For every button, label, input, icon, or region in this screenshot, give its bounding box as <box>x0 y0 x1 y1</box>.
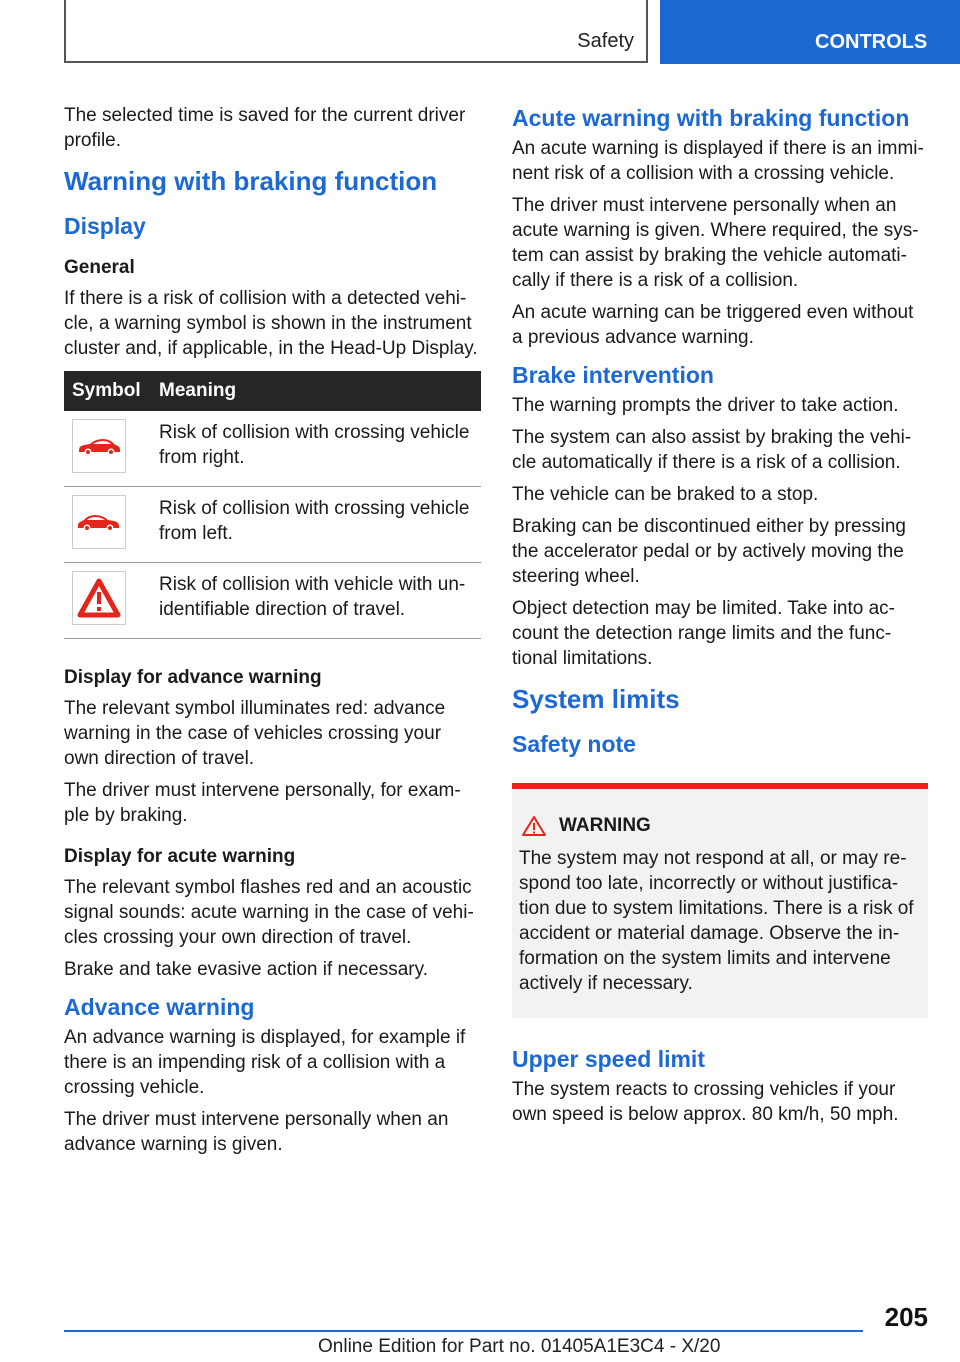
table-cell-meaning: Risk of collision with vehicle with un-identifiable direction of travel. <box>159 563 481 639</box>
left-column <box>64 103 481 1164</box>
heading-brake-intervention: Brake intervention <box>512 362 714 388</box>
footer-edition: Online Edition for Part no. 01405A1E3C4 - X/20 <box>318 1336 721 1357</box>
warning-triangle-icon <box>521 815 547 837</box>
heading-display: Display <box>64 213 146 239</box>
brake-text-4: Braking can be discontinued either by pressing the accelerator pedal or by actively moving the steering wheel. <box>512 516 906 587</box>
heading-acute-warning: Acute warning with braking function <box>512 105 910 131</box>
warning-box <box>512 783 928 1018</box>
page-number: 205 <box>884 1302 928 1332</box>
warning-text: The system may not respond at all, or may re-spond too late, incorrectly or without justifica-tion due to system limitations. There is a risk of accident or material damage. Observe the in-formation on the system limits and intervene actively if necessary. <box>519 848 914 994</box>
car-left-icon <box>72 495 126 549</box>
heading-upper-speed-limit: Upper speed limit <box>512 1046 705 1072</box>
table-header-meaning: Meaning <box>159 371 481 411</box>
intro-text: The selected time is saved for the current driver profile. <box>64 105 466 151</box>
footer-divider <box>64 1330 863 1332</box>
header-chapter-tab <box>660 0 960 64</box>
heading-general: General <box>64 257 135 278</box>
right-column <box>512 103 928 1134</box>
header-section-tab <box>64 0 648 63</box>
header-section-label: Safety <box>577 30 634 52</box>
symbol-table <box>64 371 481 639</box>
heading-advance-display: Display for advance warning <box>64 667 322 688</box>
brake-text-3: The vehicle can be braked to a stop. <box>512 484 819 505</box>
table-row <box>64 563 481 639</box>
table-cell-meaning: Risk of collision with crossing vehicle from left. <box>159 487 481 563</box>
warning-label: WARNING <box>559 815 651 836</box>
brake-text-2: The system can also assist by braking the vehi-cle automatically if there is a risk of a collision. <box>512 427 912 473</box>
acute-text-3: An acute warning can be triggered even without a previous advance warning. <box>512 302 914 348</box>
speed-limit-text: The system reacts to crossing vehicles if your own speed is below approx. 80 km/h, 50 mph. <box>512 1079 899 1125</box>
general-text: If there is a risk of collision with a detected vehi-cle, a warning symbol is shown in the instrument cluster and, if applicable, in the Head-Up Display. <box>64 288 478 359</box>
table-row <box>64 411 481 487</box>
heading-warning-braking: Warning with braking function <box>64 166 438 196</box>
acute-text-2: The driver must intervene personally when an acute warning is given. Where required, the sys-tem can assist by braking the vehicle automati-cally if there is a risk of a collision. <box>512 195 919 291</box>
acute-display-text-1: The relevant symbol flashes red and an acoustic signal sounds: acute warning in the case of vehi-cles crossing your own direction of travel. <box>64 877 474 948</box>
table-header-row <box>64 371 481 411</box>
header-chapter-label: CONTROLS <box>815 31 928 53</box>
acute-text-1: An acute warning is displayed if there is an immi-nent risk of a collision with a crossing vehicle. <box>512 138 924 184</box>
table-cell-meaning: Risk of collision with crossing vehicle from right. <box>159 411 481 487</box>
warning-triangle-icon <box>72 571 126 625</box>
table-header-symbol: Symbol <box>64 371 159 411</box>
brake-text-5: Object detection may be limited. Take into ac-count the detection range limits and the func-tional limitations. <box>512 598 896 669</box>
advance-display-text-2: The driver must intervene personally, for exam-ple by braking. <box>64 780 461 826</box>
heading-safety-note: Safety note <box>512 731 636 757</box>
acute-display-text-2: Brake and take evasive action if necessary. <box>64 959 429 980</box>
heading-acute-display: Display for acute warning <box>64 846 296 867</box>
heading-system-limits: System limits <box>512 684 680 714</box>
heading-advance-warning: Advance warning <box>64 994 255 1020</box>
advance-display-text-1: The relevant symbol illuminates red: advance warning in the case of vehicles crossing your own direction of travel. <box>64 698 446 769</box>
brake-text-1: The warning prompts the driver to take action. <box>512 395 899 416</box>
car-right-icon <box>72 419 126 473</box>
table-row <box>64 487 481 563</box>
advance-warning-text-2: The driver must intervene personally when an advance warning is given. <box>64 1109 449 1155</box>
advance-warning-text-1: An advance warning is displayed, for example if there is an impending risk of a collision with a crossing vehicle. <box>64 1027 466 1098</box>
